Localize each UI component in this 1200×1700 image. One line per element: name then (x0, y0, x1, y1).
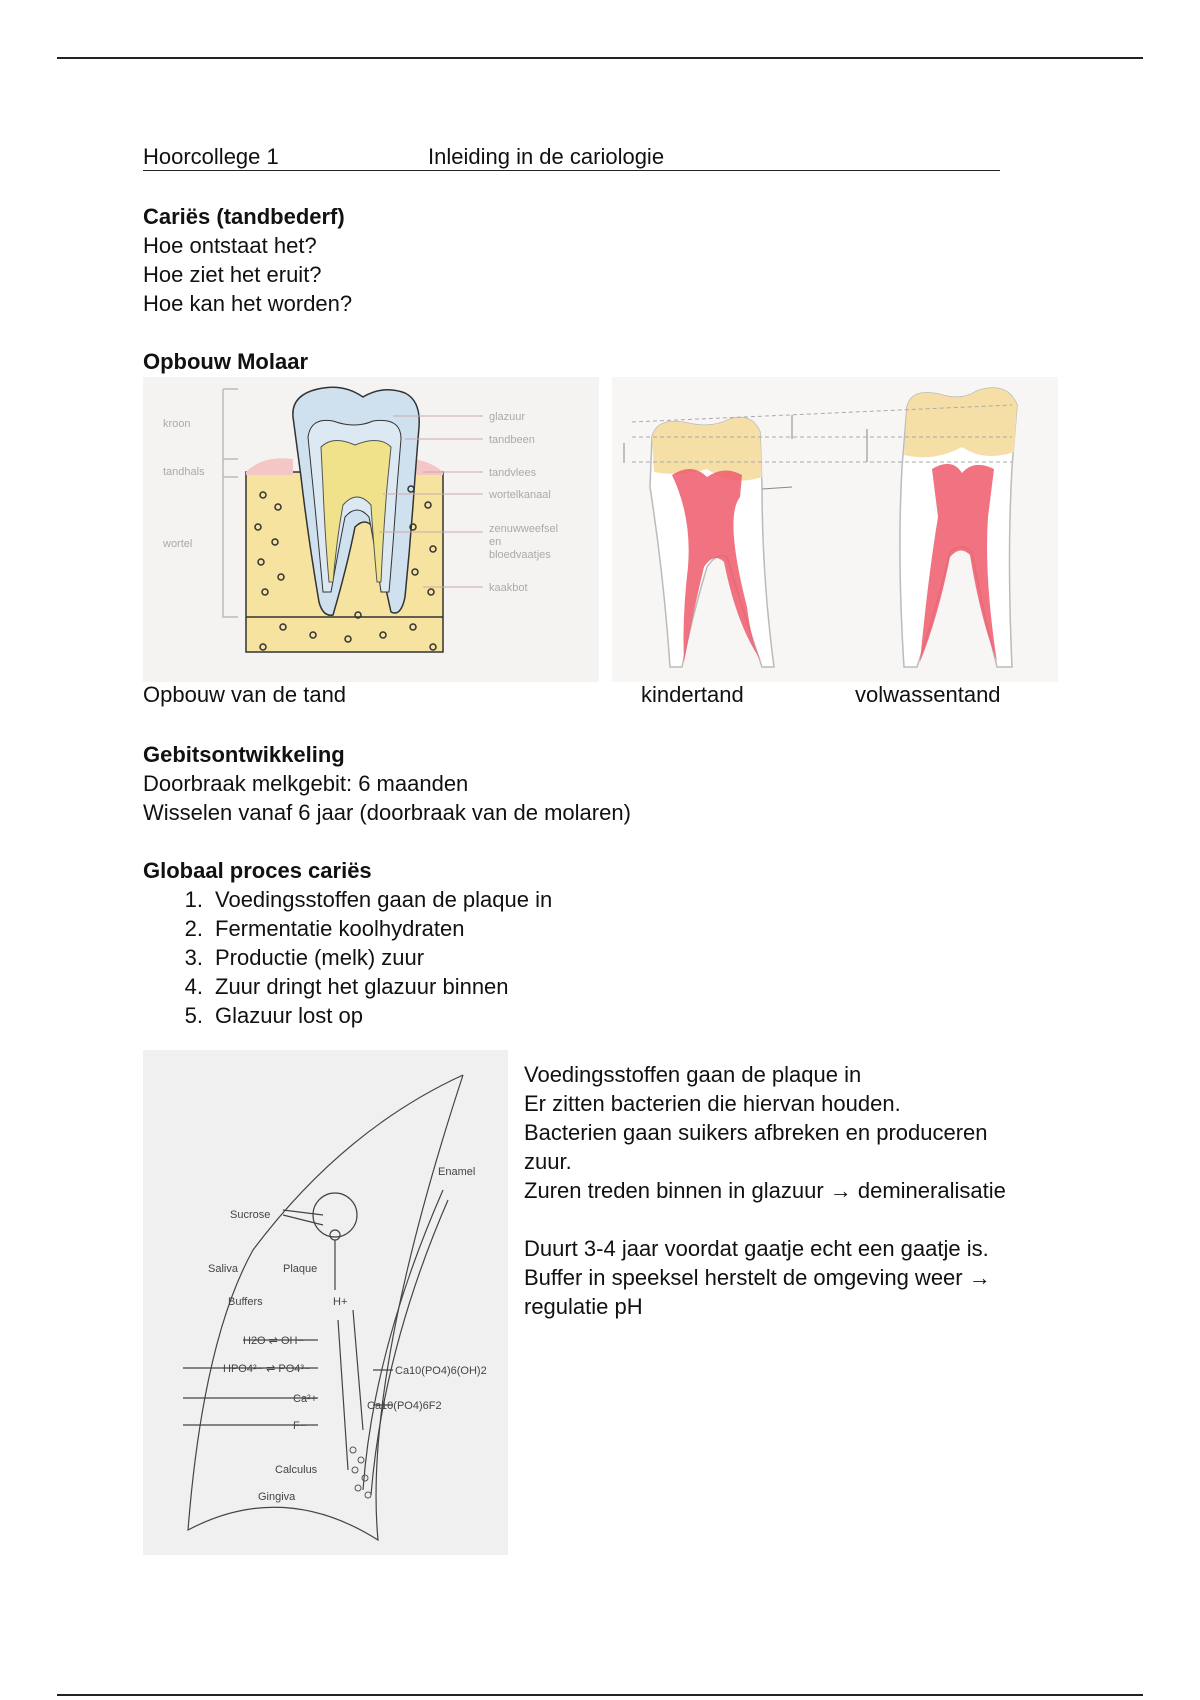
proces-step (175, 943, 552, 972)
tooth-structure-diagram (143, 377, 599, 682)
label-zenuwweefsel: zenuwweefsel (489, 523, 559, 535)
label-fluoride: F− (293, 1420, 307, 1432)
document-header (143, 144, 1000, 171)
label-h-plus: H+ (333, 1296, 348, 1308)
label-water: H2O ⇌ OH− (243, 1335, 304, 1347)
paragraph-gap (524, 1205, 1084, 1234)
label-glazuur: glazuur (489, 411, 526, 423)
label-wortelkanaal: wortelkanaal (489, 489, 551, 501)
page-bottom-rule (57, 1694, 1143, 1696)
label-calculus: Calculus (275, 1464, 318, 1476)
step-text: Zuur dringt het glazuur binnen (215, 974, 509, 999)
page-top-rule (57, 57, 1143, 59)
molaar-heading: Opbouw Molaar (143, 349, 308, 374)
caries-question: Hoe ziet het eruit? (143, 262, 322, 287)
step-text: Fermentatie koolhydraten (215, 916, 465, 941)
explanation-line: Voedingsstoffen gaan de plaque in (524, 1062, 862, 1087)
explanation-line: regulatie pH (524, 1294, 643, 1319)
label-sucrose: Sucrose (230, 1209, 271, 1221)
gebit-line: Doorbraak melkgebit: 6 maanden (143, 771, 469, 796)
label-saliva: Saliva (208, 1263, 238, 1275)
caries-question: Hoe kan het worden? (143, 291, 353, 316)
step-number: 2. (184, 916, 203, 941)
step-text: Productie (melk) zuur (215, 945, 425, 970)
step-text: Voedingsstoffen gaan de plaque in (215, 887, 553, 912)
caption-tooth-structure: Opbouw van de tand (143, 682, 347, 707)
step-number: 1. (184, 887, 203, 912)
gebit-heading: Gebitsontwikkeling (143, 742, 345, 767)
explanation-line: Buffer in speeksel herstelt de omgeving weer → (524, 1265, 991, 1290)
caries-section (143, 202, 352, 318)
proces-step (175, 914, 552, 943)
caption-adult-tooth: volwassentand (855, 682, 1001, 707)
caption-child-tooth: kindertand (641, 682, 744, 707)
label-plaque: Plaque (283, 1263, 318, 1275)
label-kroon: kroon (163, 418, 191, 430)
explanation-line: Bacterien gaan suikers afbreken en produceren (524, 1120, 988, 1145)
explanation-line: Er zitten bacterien die hiervan houden. (524, 1091, 901, 1116)
proces-step (175, 972, 552, 1001)
course-label: Hoorcollege 1 (143, 144, 279, 169)
gebit-section (143, 740, 631, 827)
lecture-title: Inleiding in de cariologie (428, 144, 665, 169)
label-kaakbot: kaakbot (489, 582, 528, 594)
step-number: 5. (184, 1003, 203, 1028)
proces-step (175, 885, 552, 914)
step-number: 4. (184, 974, 203, 999)
explanation-text (524, 1060, 1084, 1321)
proces-steps (175, 885, 552, 1030)
explanation-line: Zuren treden binnen in glazuur → demineralisatie (524, 1178, 1006, 1203)
child-adult-tooth-diagram (612, 377, 1058, 682)
enamel-caries-diagram (143, 1050, 508, 1555)
caries-question: Hoe ontstaat het? (143, 233, 317, 258)
explanation-line: Duurt 3-4 jaar voordat gaatje echt een gaatje is. (524, 1236, 989, 1261)
label-phosphate: HPO4²− ⇌ PO4³− (223, 1363, 311, 1375)
step-text: Glazuur lost op (215, 1003, 363, 1028)
label-tandhals: tandhals (163, 466, 205, 478)
label-wortel: wortel (163, 538, 193, 550)
label-tandbeen: tandbeen (489, 434, 535, 446)
label-en: en (489, 536, 502, 548)
label-fluorapatite: Ca10(PO4)6F2 (367, 1400, 442, 1412)
label-gingiva: Gingiva (258, 1491, 296, 1503)
caries-heading: Cariës (tandbederf) (143, 204, 345, 229)
gebit-line: Wisselen vanaf 6 jaar (doorbraak van de molaren) (143, 800, 631, 825)
proces-step (175, 1001, 552, 1030)
label-buffers: Buffers (228, 1296, 263, 1308)
label-calcium: Ca²+ (293, 1393, 318, 1405)
label-bloedvaatjes: bloedvaatjes (489, 549, 551, 561)
label-enamel: Enamel (438, 1166, 476, 1178)
explanation-line: zuur. (524, 1149, 572, 1174)
step-number: 3. (184, 945, 203, 970)
label-hydroxyapatite: Ca10(PO4)6(OH)2 (395, 1365, 487, 1377)
proces-heading: Globaal proces cariës (143, 858, 372, 883)
label-tandvlees: tandvlees (489, 467, 537, 479)
